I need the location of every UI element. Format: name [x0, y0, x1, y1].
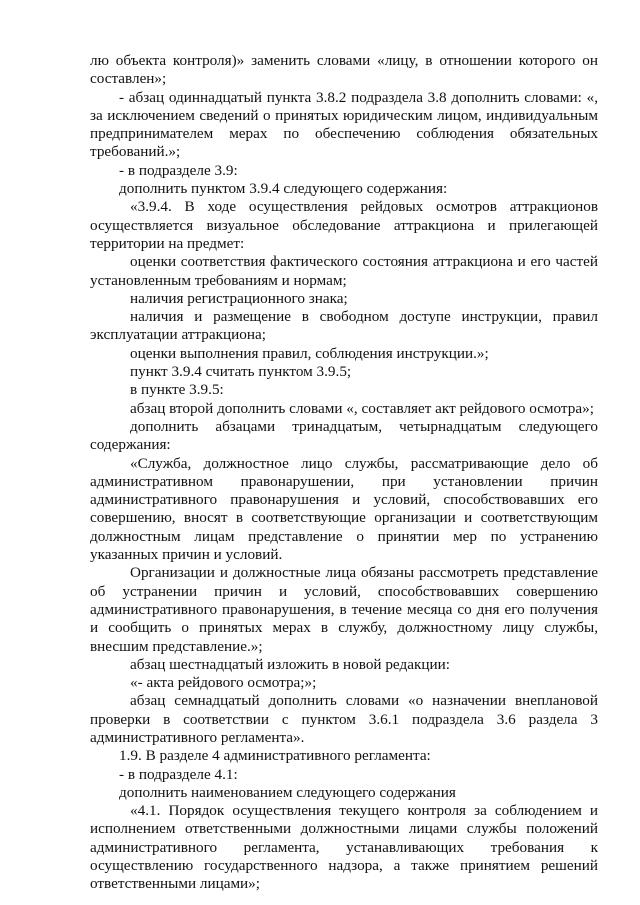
paragraph: абзац второй дополнить словами «, составляет акт рейдового осмотра»;	[130, 399, 594, 417]
paragraph: дополнить абзацами тринадцатым, четырнадцатым следующего содержания:	[90, 417, 598, 454]
paragraph: «- акта рейдового осмотра;»;	[130, 674, 317, 692]
paragraph: - в подразделе 4.1:	[119, 765, 238, 783]
paragraph: дополнить пунктом 3.9.4 следующего содержания:	[119, 180, 448, 198]
paragraph: «Служба, должностное лицо службы, рассматривающие дело об административном правонарушении, при установлении причин административного правонарушения и условий, способствовавших его совершению, вносят в соответствующие организации и соответствующим должностным лицам представление о принятии мер по устранению указанных причин и условий.	[90, 454, 598, 564]
paragraph: в пункте 3.9.5:	[130, 381, 224, 399]
paragraph: наличия и размещение в свободном доступе инструкции, правил эксплуатации аттракциона;	[90, 308, 598, 344]
paragraph: абзац шестнадцатый изложить в новой редакции:	[130, 655, 450, 673]
paragraph: «4.1. Порядок осуществления текущего контроля за соблюдением и исполнением ответственными должностными лицами службы положений административного регламента, устанавливающих требования к осуществлению государственного надзора, а также принятием решений ответственными лицами»;	[90, 802, 598, 893]
paragraph: «3.9.4. В ходе осуществления рейдовых осмотров аттракционов осуществляется визуальное обследование аттракциона и прилегающей территории на предмет:	[90, 198, 598, 252]
paragraph: пункт 3.9.4 считать пунктом 3.9.5;	[130, 363, 352, 381]
paragraph: 1.9. В разделе 4 административного регламента:	[119, 747, 431, 765]
paragraph: наличия регистрационного знака;	[130, 289, 348, 307]
paragraph: лю объекта контроля)» заменить словами «лицу, в отношении которого он составлен»;	[90, 52, 598, 88]
paragraph: дополнить наименованием следующего содержания	[119, 783, 456, 801]
paragraph: оценки соответствия фактического состояния аттракциона и его частей установленным требованиям и нормам;	[90, 253, 598, 289]
paragraph: оценки выполнения правил, соблюдения инструкции.»;	[130, 344, 489, 362]
document-body	[90, 52, 598, 894]
paragraph: абзац семнадцатый дополнить словами «о назначении внеплановой проверки в соответствии с пунктом 3.6.1 подраздела 3.6 раздела 3 административного регламента».	[90, 692, 598, 746]
paragraph: - абзац одиннадцатый пункта 3.8.2 подраздела 3.8 дополнить словами: «, за исключением сведений о принятых юридическим лицом, индивидуальным предпринимателем мерах по обеспечению соблюдения обязательных требований.»;	[90, 88, 598, 161]
paragraph: Организации и должностные лица обязаны рассмотреть представление об устранении причин и условий, способствовавших совершению административного правонарушения, в течение месяца со дня его получения и сообщить о принятых мерах в службу, должностному лицу службы, внесшим представление.»;	[90, 564, 598, 655]
paragraph: - в подразделе 3.9:	[119, 161, 238, 179]
